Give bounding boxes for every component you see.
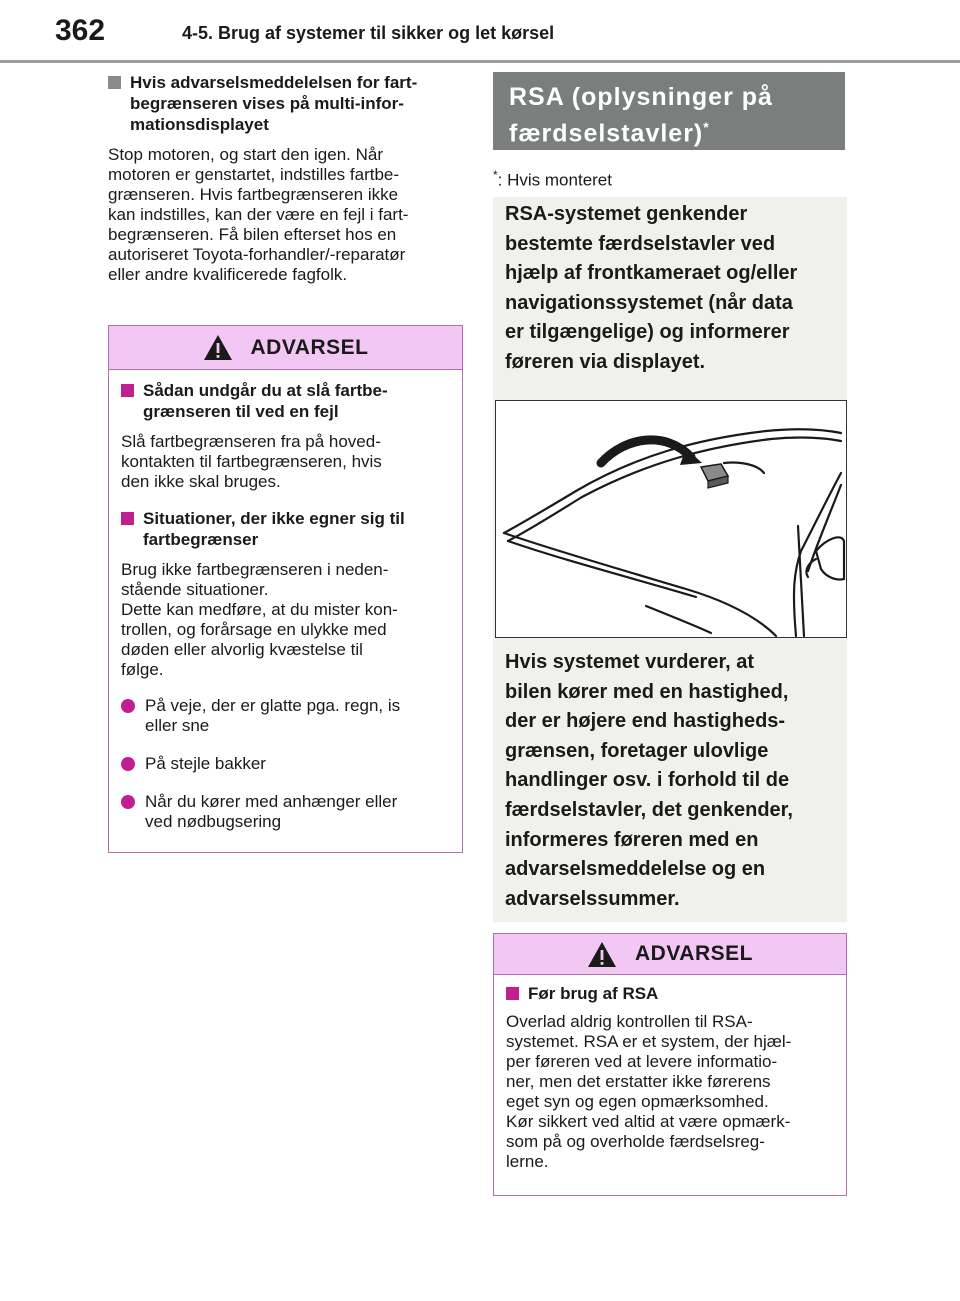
warning-body: [109, 370, 462, 844]
bullet-line: ved nødbugsering: [145, 812, 282, 831]
banner-line-text: færdselstavler): [509, 119, 704, 148]
paragraph-line: eller andre kvalificerede fagfolk.: [108, 265, 348, 284]
text-line: Brug ikke fartbegrænseren i neden-: [121, 560, 389, 579]
square-bullet-icon: [121, 512, 134, 525]
outro-line: handlinger osv. i forhold til de: [505, 769, 790, 792]
text-line: Dette kan medføre, at du mister kon-: [121, 600, 398, 619]
banner-title: [509, 82, 773, 148]
text-line: kontakten til fartbegrænseren, hvis: [121, 452, 382, 471]
banner-line: [509, 112, 773, 148]
heading-text: Før brug af RSA: [528, 984, 659, 1003]
text-line: eget syn og egen opmærksomhed.: [506, 1092, 769, 1111]
rsa-intro: [505, 200, 835, 378]
warning-item-text: [506, 1012, 834, 1172]
outro-line: grænsen, foretager ulovlige: [505, 739, 769, 762]
rsa-section-banner: [493, 72, 845, 150]
warning-header: [109, 326, 462, 370]
banner-line: RSA (oplysninger på: [509, 83, 773, 111]
front-camera-icon: [701, 464, 728, 488]
warning-item-heading: [506, 983, 834, 1004]
text-line: trollen, og forårsage en ulykke med: [121, 620, 387, 639]
warning-box-rsa: [493, 933, 847, 1196]
intro-line: føreren via displayet.: [505, 350, 706, 373]
heading-line: grænseren til ved en fejl: [143, 402, 339, 421]
warning-triangle-icon: [587, 941, 617, 968]
warning-item-text: [121, 432, 450, 492]
bullet-line: eller sne: [145, 716, 210, 735]
paragraph-line: kan indstilles, kan der være en fejl i fart-: [108, 205, 409, 224]
intro-line: hjælp af frontkameraet og/eller: [505, 262, 798, 285]
footnote-text: : Hvis monteret: [497, 170, 612, 190]
front-camera-illustration: [495, 400, 847, 638]
square-bullet-icon: [108, 76, 121, 89]
heading-text: Hvis advarselsmeddelelsen for fart-begrænseren vises på multi-infor-mationsdisplayet: [130, 73, 418, 134]
rsa-outro: [505, 648, 835, 914]
heading-line: fartbegrænser: [143, 530, 259, 549]
warning-header: [494, 934, 846, 975]
footnote-marker: *: [703, 119, 710, 135]
warning-box-speed-limiter: [108, 325, 463, 853]
square-bullet-icon: [506, 987, 519, 1000]
list-item: [121, 754, 450, 774]
text-line: per føreren ved at levere informatio-: [506, 1052, 778, 1071]
left-column: [108, 72, 463, 285]
speed-limiter-message-heading: [108, 72, 463, 135]
heading-line: Situationer, der ikke egner sig til: [143, 509, 405, 528]
text-line: stående situationer.: [121, 580, 269, 599]
paragraph-line: Stop motoren, og start den igen. Når: [108, 145, 383, 164]
outro-line: advarselssummer.: [505, 887, 680, 910]
text-line: Slå fartbegrænseren fra på hoved-: [121, 432, 381, 451]
square-bullet-icon: [121, 384, 134, 397]
header-divider: [0, 60, 960, 63]
intro-line: navigationssystemet (når data: [505, 291, 793, 314]
warning-item-heading: [121, 380, 450, 422]
heading-line: Sådan undgår du at slå fartbe-: [143, 381, 388, 400]
text-line: systemet. RSA er et system, der hjæl-: [506, 1032, 792, 1051]
paragraph-line: begrænseren. Få bilen efterset hos en: [108, 225, 397, 244]
text-line: som på og overholde færdselsreg-: [506, 1132, 765, 1151]
warning-item-text: [121, 560, 450, 680]
footnote-star: *: [493, 168, 498, 182]
outro-line: der er højere end hastigheds-: [505, 710, 786, 733]
outro-line: advarselsmeddelelse og en: [505, 858, 766, 881]
paragraph-line: autoriseret Toyota-forhandler/-reparatør: [108, 245, 406, 264]
round-bullet-icon: [121, 699, 135, 713]
rsa-info-panel: [493, 197, 847, 922]
text-line: Overlad aldrig kontrollen til RSA-: [506, 1012, 753, 1031]
text-line: følge.: [121, 660, 164, 679]
warning-item-heading: [121, 508, 450, 550]
paragraph-line: grænseren. Hvis fartbegrænseren ikke: [108, 185, 399, 204]
text-line: døden eller alvorlig kvæstelse til: [121, 640, 363, 659]
intro-line: bestemte færdselstavler ved: [505, 232, 776, 255]
speed-limiter-paragraph: [108, 145, 463, 285]
intro-line: RSA-systemet genkender: [505, 203, 748, 225]
warning-title: ADVARSEL: [635, 942, 753, 965]
outro-line: informeres føreren med en: [505, 828, 759, 851]
section-title: 4-5. Brug af systemer til sikker og let kørsel: [182, 23, 555, 43]
bullet-line: Når du kører med anhænger eller: [145, 792, 398, 811]
text-line: Kør sikkert ved altid at være opmærk-: [506, 1112, 791, 1131]
outro-line: færdselstavler, det genkender,: [505, 798, 793, 821]
paragraph-line: motoren er genstartet, indstilles fartbe-: [108, 165, 400, 184]
text-line: den ikke skal bruges.: [121, 472, 281, 491]
outro-line: Hvis systemet vurderer, at: [505, 651, 755, 673]
page-number: 362: [54, 14, 106, 47]
round-bullet-icon: [121, 795, 135, 809]
windshield-camera-drawing: [496, 401, 846, 637]
page-header: [0, 0, 960, 64]
text-line: ner, men det erstatter ikke førerens: [506, 1072, 771, 1091]
outro-line: bilen kører med en hastighed,: [505, 680, 789, 703]
list-item: [121, 696, 450, 736]
warning-title: ADVARSEL: [250, 335, 369, 359]
intro-line: er tilgængelige) og informerer: [505, 321, 790, 344]
round-bullet-icon: [121, 757, 135, 771]
list-item: [121, 792, 450, 832]
bullet-line: På veje, der er glatte pga. regn, is: [145, 696, 401, 715]
warning-triangle-icon: [203, 334, 233, 361]
warning-body: [494, 975, 846, 1184]
text-line: lerne.: [506, 1152, 549, 1171]
footnote: [493, 168, 612, 191]
bullet-line: På stejle bakker: [145, 754, 266, 773]
